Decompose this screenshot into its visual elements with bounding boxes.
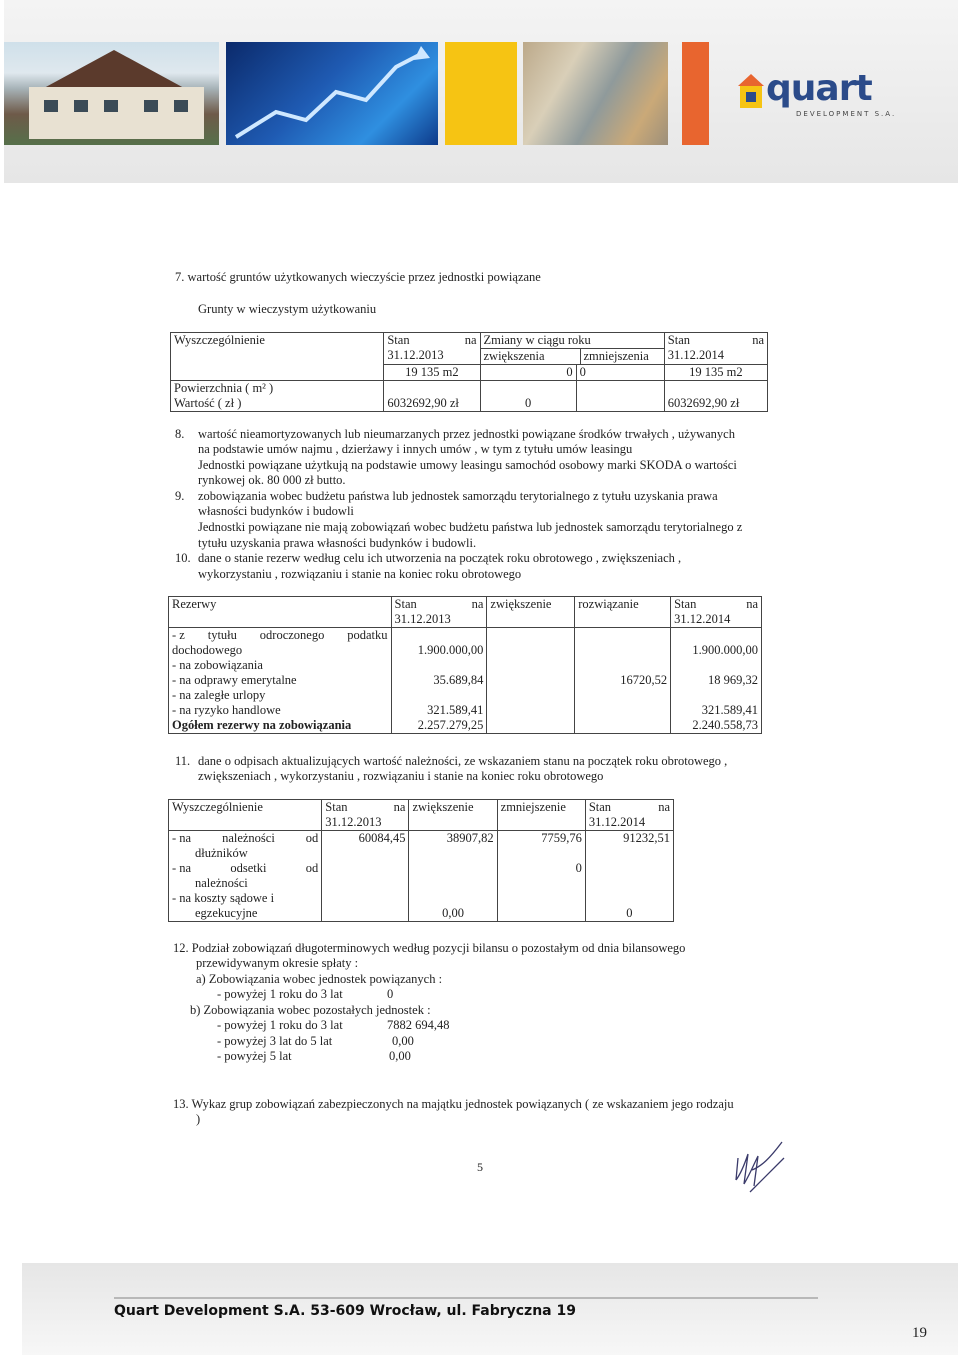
s12-line1: 12. Podział zobowiązań długoterminowych według pozycji bilansu o pozostałym od dnia bilansowego bbox=[173, 941, 686, 955]
orange-block bbox=[682, 42, 709, 145]
page-footer bbox=[22, 1263, 958, 1355]
s9-line1: zobowiązania wobec budżetu państwa lub jednostek samorządu terytorialnego z tytułu uzyskania prawa bbox=[198, 489, 718, 503]
land-area-inc: 0 bbox=[480, 365, 576, 381]
land-value-dec bbox=[576, 381, 664, 412]
land-value-end: 6032692,90 zł bbox=[664, 381, 767, 412]
growth-arrow-photo bbox=[226, 42, 438, 145]
s10-num: 10. bbox=[175, 551, 191, 565]
land-area-start: 19 135 m2 bbox=[384, 365, 480, 381]
s9-line4: tytułu uzyskania prawa własności budynków i budowli. bbox=[198, 536, 477, 550]
res-col-inc: zwiększenie bbox=[487, 597, 575, 628]
res-roz-values: 16720,52 bbox=[575, 628, 671, 734]
house-window bbox=[104, 100, 118, 112]
s11-line1: dane o odpisach aktualizujących wartość należności, ze wskazaniem stanu na początek roku obrotowego , bbox=[198, 754, 728, 768]
wo-row-labels: - na należności od dłużników - na odsetki od należności - na koszty sądowe i egzekucyjne bbox=[169, 831, 322, 922]
res-col-end: Stan na 31.12.2014 bbox=[671, 597, 762, 628]
res-row-labels: - z tytułu odroczonego podatku dochodowego - na zobowiązania - na odprawy emerytalne - na zaległe urlopy - na ryzyko handlowe Ogółem rezerwy na zobowiązania bbox=[169, 628, 392, 734]
res-end-values: 1.900.000,00 18 969,32 321.589,41 2.240.558,73 bbox=[671, 628, 762, 734]
wo-start-values: 60084,45 bbox=[322, 831, 409, 922]
s12-b1-label: - powyżej 1 roku do 3 lat bbox=[217, 1018, 343, 1032]
s7-heading: 7. wartość gruntów użytkowanych wieczyście przez jednostki powiązane bbox=[175, 270, 541, 284]
s8-line1: wartość nieamortyzowanych lub nieumarzanych przez jednostki powiązane środków trwałych , używanych bbox=[198, 427, 735, 441]
house-photo bbox=[4, 42, 219, 145]
s13-line2: ) bbox=[196, 1112, 201, 1126]
growth-arrow-icon bbox=[226, 42, 438, 145]
s9-line2: własności budynków i budowli bbox=[198, 504, 354, 518]
land-area-dec: 0 bbox=[576, 365, 664, 381]
s12-b2-label: - powyżej 3 lat do 5 lat bbox=[217, 1034, 333, 1048]
s12-a: a) Zobowiązania wobec jednostek powiązanych : bbox=[196, 972, 443, 986]
s12-a1-label: - powyżej 1 roku do 3 lat bbox=[217, 987, 343, 1001]
banknotes-photo bbox=[523, 42, 668, 145]
s12-line2: przewidywanym okresie spłaty : bbox=[196, 956, 359, 970]
wo-col-dec: zmniejszenie bbox=[497, 800, 585, 831]
wo-inc-values: 38907,82 0,00 bbox=[409, 831, 497, 922]
land-col-end: Stan na 31.12.2014 bbox=[664, 333, 767, 365]
s10-line1: dane o stanie rezerw według celu ich utworzenia na początek roku obrotowego , zwiększeniach , bbox=[198, 551, 682, 565]
res-col-roz: rozwiązanie bbox=[575, 597, 671, 628]
house-window bbox=[174, 100, 188, 112]
logo-text: quart bbox=[766, 68, 872, 109]
s12-b1-value: 7882 694,48 bbox=[387, 1018, 450, 1032]
land-table bbox=[170, 332, 768, 412]
s8-num: 8. bbox=[175, 427, 185, 441]
logo-subtitle: DEVELOPMENT S.A. bbox=[796, 110, 897, 118]
land-col-label: Wyszczególnienie bbox=[171, 333, 384, 381]
s10-line2: wykorzystaniu , rozwiązaniu i stanie na koniec roku obrotowego bbox=[198, 567, 522, 581]
wo-col-start: Stan na 31.12.2013 bbox=[322, 800, 409, 831]
quart-logo bbox=[738, 68, 897, 122]
reserves-table bbox=[168, 596, 762, 734]
s13-line1: 13. Wykaz grup zobowiązań zabezpieczonych na majątku jednostek powiązanych ( ze wskazaniem jego rodzaju bbox=[173, 1097, 734, 1111]
footer-divider bbox=[114, 1297, 818, 1299]
page-number: 19 bbox=[912, 1325, 927, 1341]
s7-subheading: Grunty w wieczystym użytkowaniu bbox=[198, 302, 377, 316]
s12-b: b) Zobowiązania wobec pozostałych jednostek : bbox=[190, 1003, 431, 1017]
res-inc-values bbox=[487, 628, 575, 734]
s12-b2-value: 0,00 bbox=[392, 1034, 414, 1048]
s9-num: 9. bbox=[175, 489, 185, 503]
s11-num: 11. bbox=[175, 754, 191, 768]
land-col-changes: Zmiany w ciągu roku zwiększenia zmniejszenia bbox=[480, 333, 664, 365]
wo-dec-values: 7759,76 0 bbox=[497, 831, 585, 922]
land-value-start: 6032692,90 zł bbox=[384, 381, 480, 412]
s8-line3: Jednostki powiązane użytkują na podstawie umowy leasingu samochód osobowy marki SKODA o wartości bbox=[198, 458, 737, 472]
land-value-inc: 0 bbox=[480, 381, 576, 412]
res-start-values: 1.900.000,00 35.689,84 321.589,41 2.257.279,25 bbox=[391, 628, 487, 734]
s11-line2: zwiększeniach , wykorzystaniu , rozwiązaniu i stanie na koniec roku obrotowego bbox=[198, 769, 604, 783]
wo-end-values: 91232,51 0 bbox=[585, 831, 673, 922]
page-header bbox=[4, 0, 958, 183]
house-wall bbox=[29, 87, 204, 139]
wo-col-inc: zwiększenie bbox=[409, 800, 497, 831]
writeoffs-table bbox=[168, 799, 674, 922]
house-window bbox=[74, 100, 88, 112]
footer-company-address: Quart Development S.A. 53-609 Wrocław, ul. Fabryczna 19 bbox=[114, 1303, 576, 1319]
res-col-start: Stan na 31.12.2013 bbox=[391, 597, 487, 628]
yellow-block bbox=[445, 42, 517, 145]
s12-b3-value: 0,00 bbox=[389, 1049, 411, 1063]
land-col-start: Stan na 31.12.2013 bbox=[384, 333, 480, 365]
s8-line2: na podstawie umów najmu , dzierżawy i innych umów , w tym z tytułu umów leasingu bbox=[198, 442, 633, 456]
house-window bbox=[144, 100, 158, 112]
signature-icon bbox=[730, 1140, 790, 1195]
house-window bbox=[44, 100, 58, 112]
s12-a1-value: 0 bbox=[387, 987, 394, 1001]
house-roof bbox=[44, 50, 184, 88]
inner-page-number: 5 bbox=[477, 1160, 483, 1174]
res-col-label: Rezerwy bbox=[169, 597, 392, 628]
s9-line3: Jednostki powiązane nie mają zobowiązań wobec budżetu państwa lub jednostek samorządu terytorialnego z bbox=[198, 520, 743, 534]
wo-col-label: Wyszczególnienie bbox=[169, 800, 322, 831]
wo-col-end: Stan na 31.12.2014 bbox=[585, 800, 673, 831]
house-logo-icon bbox=[738, 74, 764, 110]
s12-b3-label: - powyżej 5 lat bbox=[217, 1049, 292, 1063]
land-area-end: 19 135 m2 bbox=[664, 365, 767, 381]
land-row-labels: Powierzchnia ( m² ) Wartość ( zł ) bbox=[171, 381, 384, 412]
s8-line4: rynkowej ok. 80 000 zł butto. bbox=[198, 473, 346, 487]
